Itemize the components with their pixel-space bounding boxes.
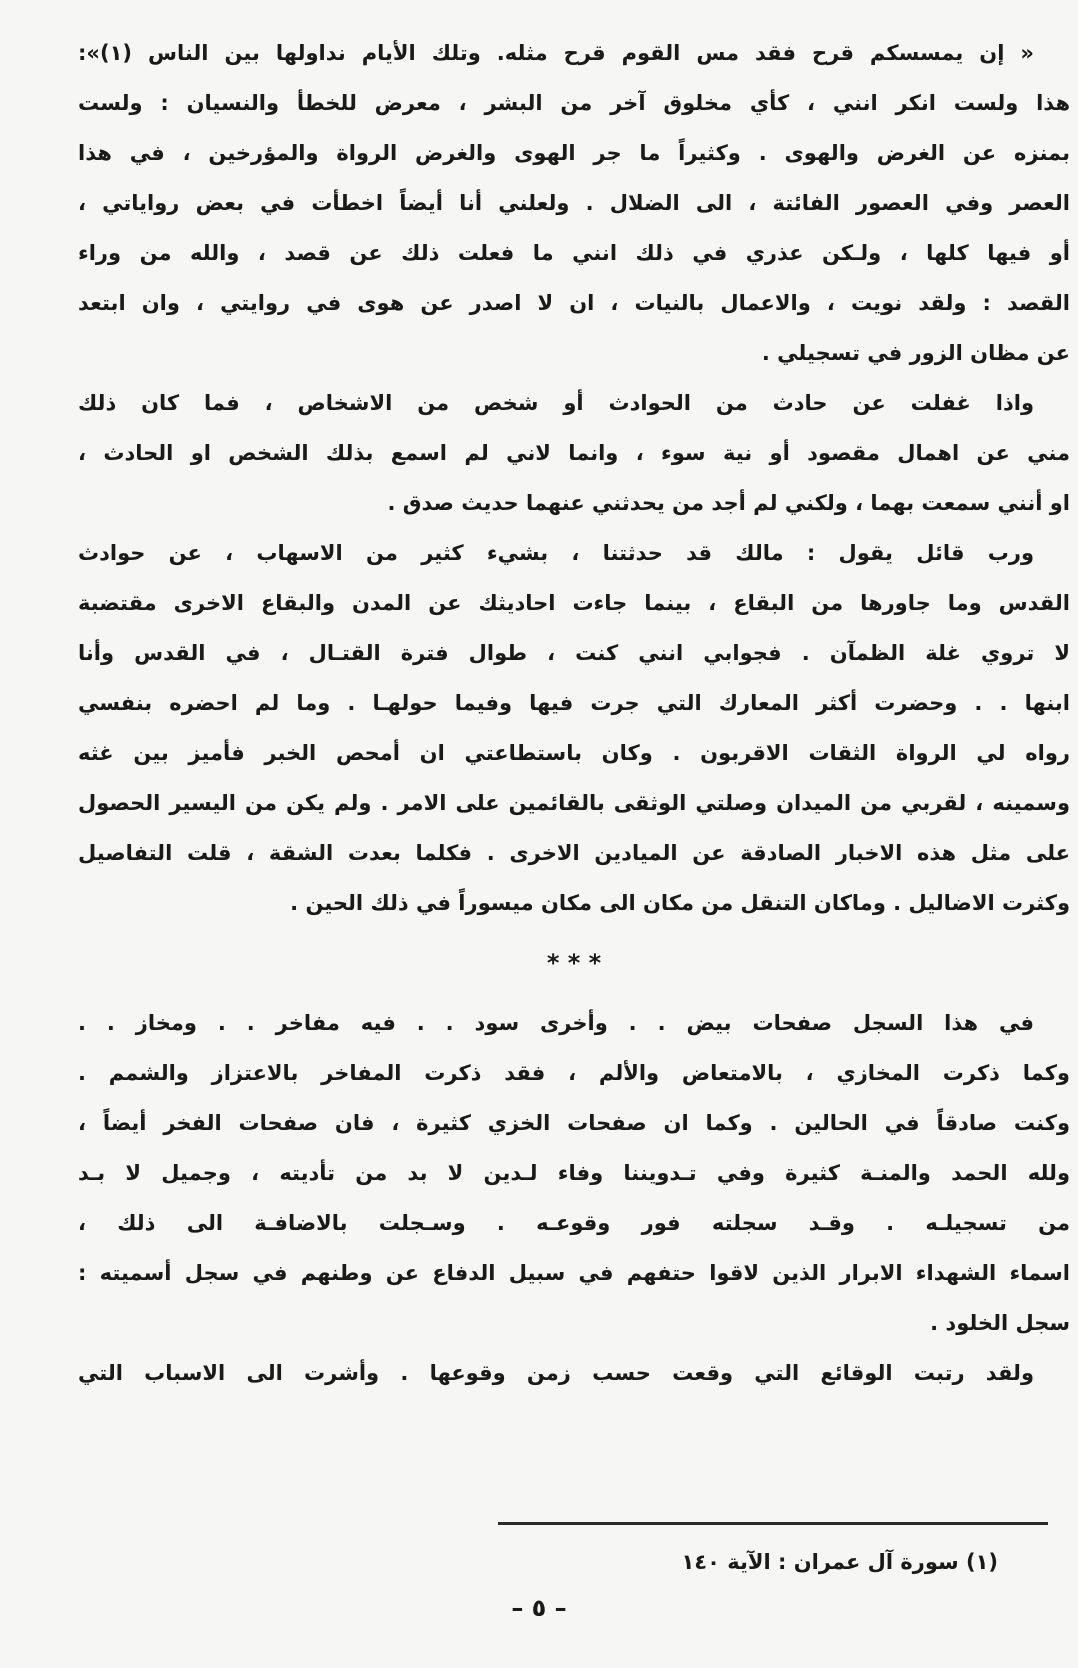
text-line: وكما ذكرت المخازي ، بالامتعاض والألم ، فقد ذكرت المفاخر بالاعتزاز والشمم . xyxy=(78,1061,1070,1085)
text-line: بمنزه عن الغرض والهوى . وكثيراً ما جر الهوى والغرض الرواة والمؤرخين ، في هذا xyxy=(78,141,1070,165)
text-line: ولله الحمد والمنـة كثيرة وفي تـدويننا وفاء لـدين لا بد من تأديته ، وجميل لا بـد xyxy=(78,1161,1070,1185)
body-text xyxy=(78,28,1070,1398)
text-line: هذا ولست انكر انني ، كأي مخلوق آخر من البشر ، معرض للخطأ والنسيان : ولست xyxy=(78,91,1070,115)
text-line: وسمينه ، لقربي من الميدان وصلتي الوثقى بالقائمين على الامر . ولم يكن من اليسير الحصول xyxy=(78,791,1070,815)
text-line: من تسجيلـه . وقـد سجلته فور وقوعـه . وسـجلت بالاضافـة الى ذلك ، xyxy=(78,1211,1070,1235)
text-line: وكثرت الاضاليل . وماكان التنقل من مكان الى مكان ميسوراً في ذلك الحين . xyxy=(290,891,1070,915)
text-line: سجل الخلود . xyxy=(930,1311,1070,1335)
text-line: في هذا السجل صفحات بيض . . وأخرى سود . . فيه مفاخر . . ومخاز . . xyxy=(78,1011,1034,1035)
text-line: « إن يمسسكم قرح فقد مس القوم قرح مثله. وتلك الأيام نداولها بين الناس (١)»: xyxy=(78,41,1034,65)
section-separator: * * * xyxy=(546,949,602,977)
text-line: القصد : ولقد نويت ، والاعمال بالنيات ، ان لا اصدر عن هوى في روايتي ، وان ابتعد xyxy=(78,291,1070,315)
text-line: العصر وفي العصور الفائتة ، الى الضلال . ولعلني أنا أيضاً اخطأت في بعض رواياتي ، xyxy=(78,191,1070,215)
text-line: ورب قائل يقول : مالك قد حدثتنا ، بشيء كثير من الاسهاب ، عن حوادث xyxy=(78,541,1034,565)
text-line: لا تروي غلة الظمآن . فجوابي انني كنت ، طوال فترة القتـال ، في القدس وأنا xyxy=(78,641,1070,665)
text-line: ابنها . . وحضرت أكثر المعارك التي جرت فيها وفيما حولهـا . وما لم احضره بنفسي xyxy=(78,691,1070,715)
text-line: او أنني سمعت بهما ، ولكني لم أجد من يحدثني عنهما حديث صدق . xyxy=(387,491,1070,515)
text-line: عن مظان الزور في تسجيلي . xyxy=(761,341,1070,365)
footnote-rule xyxy=(498,1522,1048,1525)
text-line: مني عن اهمال مقصود أو نية سوء ، وانما لاني لم اسمع بذلك الشخص او الحادث ، xyxy=(78,441,1070,465)
text-line: على مثل هذه الاخبار الصادقة عن الميادين الاخرى . فكلما بعدت الشقة ، قلت التفاصيل xyxy=(78,841,1070,865)
text-line: أو فيها كلها ، ولـكن عذري في ذلك انني ما فعلت ذلك عن قصد ، والله من وراء xyxy=(78,241,1070,265)
text-line: وكنت صادقاً في الحالين . وكما ان صفحات الخزي كثيرة ، فان صفحات الفخر أيضاً ، xyxy=(78,1111,1070,1135)
text-line: رواه لي الرواة الثقات الاقربون . وكان باستطاعتي ان أمحص الخبر فأميز بين غثه xyxy=(78,741,1070,765)
text-line: اسماء الشهداء الابرار الذين لاقوا حتفهم في سبيل الدفاع عن وطنهم في سجل أسميته : xyxy=(78,1261,1070,1285)
text-line: ولقد رتبت الوقائع التي وقعت حسب زمن وقوعها . وأشرت الى الاسباب التي xyxy=(78,1361,1034,1385)
page-number: – ٥ – xyxy=(511,1594,567,1622)
footnote: (١) سورة آل عمران : الآية ١٤٠ xyxy=(681,1550,998,1574)
text-line: القدس وما جاورها من البقاع ، بينما جاءت احاديثك عن المدن والبقاع الاخرى مقتضبة xyxy=(78,591,1070,615)
text-line: واذا غفلت عن حادث من الحوادث أو شخص من الاشخاص ، فما كان ذلك xyxy=(78,391,1034,415)
